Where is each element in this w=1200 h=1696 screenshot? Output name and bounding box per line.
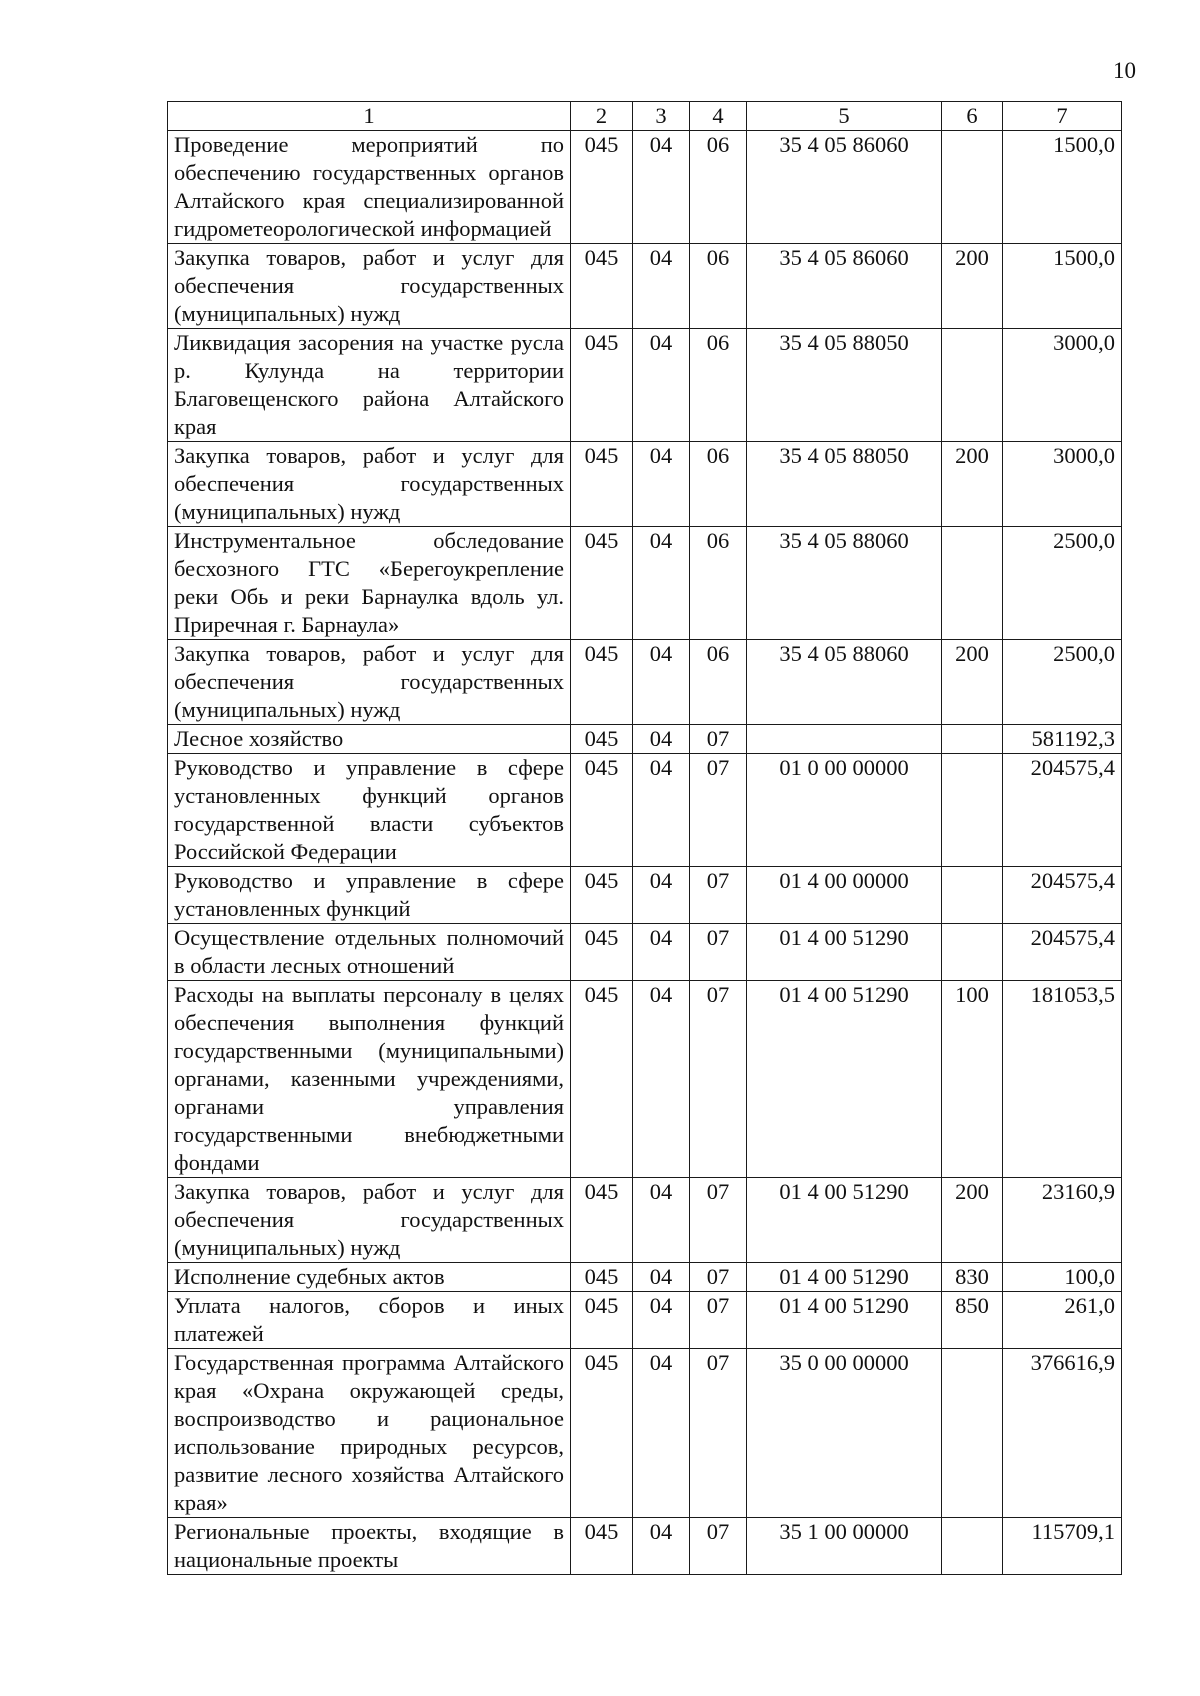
target-article-cell: 01 4 00 51290 xyxy=(747,981,942,1178)
section-code-cell: 04 xyxy=(633,640,690,725)
target-article-cell: 35 0 00 00000 xyxy=(747,1349,942,1518)
target-article-cell: 35 4 05 88060 xyxy=(747,640,942,725)
subsection-code-cell: 07 xyxy=(690,1518,747,1575)
target-article-cell: 01 4 00 51290 xyxy=(747,924,942,981)
row-name-cell: Закупка товаров, работ и услуг для обеспечения государственных (муниципальных) нужд xyxy=(168,640,571,725)
grbs-code-cell: 045 xyxy=(571,1263,633,1292)
expense-type-cell: 830 xyxy=(942,1263,1003,1292)
section-code-cell: 04 xyxy=(633,1349,690,1518)
row-name-cell: Ликвидация засорения на участке русла р. Кулунда на территории Благовещенского района Алтайского края xyxy=(168,329,571,442)
row-name-cell: Государственная программа Алтайского края «Охрана окружающей среды, воспроизводство и рациональное использование природных ресурсов, развитие лесного хозяйства Алтайского края» xyxy=(168,1349,571,1518)
subsection-code-cell: 06 xyxy=(690,244,747,329)
target-article-cell: 35 4 05 86060 xyxy=(747,244,942,329)
section-code-cell: 04 xyxy=(633,131,690,244)
amount-cell: 581192,3 xyxy=(1003,725,1122,754)
amount-cell: 100,0 xyxy=(1003,1263,1122,1292)
table-row xyxy=(168,329,1122,442)
table-row xyxy=(168,754,1122,867)
table-row xyxy=(168,924,1122,981)
grbs-code-cell: 045 xyxy=(571,329,633,442)
section-code-cell: 04 xyxy=(633,527,690,640)
row-name-cell: Закупка товаров, работ и услуг для обеспечения государственных (муниципальных) нужд xyxy=(168,244,571,329)
section-code-cell: 04 xyxy=(633,1292,690,1349)
table-row xyxy=(168,131,1122,244)
row-name-cell: Уплата налогов, сборов и иных платежей xyxy=(168,1292,571,1349)
table-row xyxy=(168,981,1122,1178)
row-name-cell: Закупка товаров, работ и услуг для обеспечения государственных (муниципальных) нужд xyxy=(168,442,571,527)
grbs-code-cell: 045 xyxy=(571,1178,633,1263)
grbs-code-cell: 045 xyxy=(571,244,633,329)
table-row xyxy=(168,244,1122,329)
expense-type-cell xyxy=(942,131,1003,244)
grbs-code-cell: 045 xyxy=(571,527,633,640)
expense-type-cell: 100 xyxy=(942,981,1003,1178)
table-row xyxy=(168,1263,1122,1292)
expense-type-cell: 850 xyxy=(942,1292,1003,1349)
table-row xyxy=(168,640,1122,725)
expense-type-cell: 200 xyxy=(942,442,1003,527)
row-name-cell: Региональные проекты, входящие в национальные проекты xyxy=(168,1518,571,1575)
row-name-cell: Лесное хозяйство xyxy=(168,725,571,754)
row-name-cell: Инструментальное обследование бесхозного ГТС «Берегоукрепление реки Обь и реки Барнаулка вдоль ул. Приречная г. Барнаула» xyxy=(168,527,571,640)
amount-cell: 204575,4 xyxy=(1003,754,1122,867)
amount-cell: 1500,0 xyxy=(1003,244,1122,329)
subsection-code-cell: 07 xyxy=(690,981,747,1178)
table-body xyxy=(168,131,1122,1575)
amount-cell: 204575,4 xyxy=(1003,924,1122,981)
target-article-cell: 01 4 00 51290 xyxy=(747,1292,942,1349)
grbs-code-cell: 045 xyxy=(571,1292,633,1349)
target-article-cell: 35 4 05 88060 xyxy=(747,527,942,640)
header-col-4: 4 xyxy=(690,102,747,131)
subsection-code-cell: 06 xyxy=(690,131,747,244)
table-row xyxy=(168,725,1122,754)
expense-type-cell xyxy=(942,867,1003,924)
amount-cell: 1500,0 xyxy=(1003,131,1122,244)
table-row xyxy=(168,1518,1122,1575)
section-code-cell: 04 xyxy=(633,1178,690,1263)
expense-type-cell: 200 xyxy=(942,640,1003,725)
section-code-cell: 04 xyxy=(633,329,690,442)
target-article-cell: 35 4 05 88050 xyxy=(747,329,942,442)
subsection-code-cell: 06 xyxy=(690,640,747,725)
target-article-cell: 35 4 05 88050 xyxy=(747,442,942,527)
expense-type-cell xyxy=(942,725,1003,754)
expense-type-cell xyxy=(942,527,1003,640)
target-article-cell: 35 4 05 86060 xyxy=(747,131,942,244)
table-row xyxy=(168,1178,1122,1263)
subsection-code-cell: 07 xyxy=(690,1178,747,1263)
row-name-cell: Руководство и управление в сфере установленных функций xyxy=(168,867,571,924)
page-number: 10 xyxy=(1113,58,1136,83)
grbs-code-cell: 045 xyxy=(571,754,633,867)
table-row xyxy=(168,1349,1122,1518)
table-row xyxy=(168,1292,1122,1349)
expense-type-cell xyxy=(942,1518,1003,1575)
row-name-cell: Руководство и управление в сфере установленных функций органов государственной власти субъектов Российской Федерации xyxy=(168,754,571,867)
row-name-cell: Закупка товаров, работ и услуг для обеспечения государственных (муниципальных) нужд xyxy=(168,1178,571,1263)
table-row xyxy=(168,527,1122,640)
grbs-code-cell: 045 xyxy=(571,867,633,924)
header-col-3: 3 xyxy=(633,102,690,131)
section-code-cell: 04 xyxy=(633,442,690,527)
header-col-1: 1 xyxy=(168,102,571,131)
target-article-cell: 01 4 00 00000 xyxy=(747,867,942,924)
section-code-cell: 04 xyxy=(633,924,690,981)
amount-cell: 115709,1 xyxy=(1003,1518,1122,1575)
subsection-code-cell: 07 xyxy=(690,754,747,867)
row-name-cell: Исполнение судебных актов xyxy=(168,1263,571,1292)
expense-type-cell xyxy=(942,754,1003,867)
amount-cell: 2500,0 xyxy=(1003,640,1122,725)
row-name-cell: Осуществление отдельных полномочий в области лесных отношений xyxy=(168,924,571,981)
grbs-code-cell: 045 xyxy=(571,131,633,244)
grbs-code-cell: 045 xyxy=(571,1518,633,1575)
row-name-cell: Проведение мероприятий по обеспечению государственных органов Алтайского края специализированной гидрометеорологической информацией xyxy=(168,131,571,244)
subsection-code-cell: 07 xyxy=(690,867,747,924)
expense-type-cell xyxy=(942,329,1003,442)
grbs-code-cell: 045 xyxy=(571,924,633,981)
amount-cell: 3000,0 xyxy=(1003,329,1122,442)
budget-table xyxy=(167,101,1122,1575)
header-col-6: 6 xyxy=(942,102,1003,131)
section-code-cell: 04 xyxy=(633,867,690,924)
section-code-cell: 04 xyxy=(633,754,690,867)
subsection-code-cell: 06 xyxy=(690,527,747,640)
target-article-cell xyxy=(747,725,942,754)
section-code-cell: 04 xyxy=(633,244,690,329)
header-row xyxy=(168,102,1122,131)
table-row xyxy=(168,442,1122,527)
subsection-code-cell: 07 xyxy=(690,1292,747,1349)
target-article-cell: 35 1 00 00000 xyxy=(747,1518,942,1575)
grbs-code-cell: 045 xyxy=(571,640,633,725)
amount-cell: 204575,4 xyxy=(1003,867,1122,924)
amount-cell: 181053,5 xyxy=(1003,981,1122,1178)
header-col-5: 5 xyxy=(747,102,942,131)
subsection-code-cell: 06 xyxy=(690,329,747,442)
grbs-code-cell: 045 xyxy=(571,1349,633,1518)
amount-cell: 23160,9 xyxy=(1003,1178,1122,1263)
subsection-code-cell: 07 xyxy=(690,1263,747,1292)
expense-type-cell xyxy=(942,1349,1003,1518)
section-code-cell: 04 xyxy=(633,725,690,754)
grbs-code-cell: 045 xyxy=(571,442,633,527)
subsection-code-cell: 07 xyxy=(690,1349,747,1518)
expense-type-cell xyxy=(942,924,1003,981)
grbs-code-cell: 045 xyxy=(571,981,633,1178)
subsection-code-cell: 06 xyxy=(690,442,747,527)
header-col-7: 7 xyxy=(1003,102,1122,131)
section-code-cell: 04 xyxy=(633,1518,690,1575)
amount-cell: 3000,0 xyxy=(1003,442,1122,527)
target-article-cell: 01 4 00 51290 xyxy=(747,1178,942,1263)
section-code-cell: 04 xyxy=(633,1263,690,1292)
grbs-code-cell: 045 xyxy=(571,725,633,754)
section-code-cell: 04 xyxy=(633,981,690,1178)
subsection-code-cell: 07 xyxy=(690,725,747,754)
table-row xyxy=(168,867,1122,924)
row-name-cell: Расходы на выплаты персоналу в целях обеспечения выполнения функций государственными (муниципальными) органами, казенными учреждениями, органами управления государственными внебюджетными фондами xyxy=(168,981,571,1178)
expense-type-cell: 200 xyxy=(942,1178,1003,1263)
target-article-cell: 01 4 00 51290 xyxy=(747,1263,942,1292)
subsection-code-cell: 07 xyxy=(690,924,747,981)
amount-cell: 261,0 xyxy=(1003,1292,1122,1349)
target-article-cell: 01 0 00 00000 xyxy=(747,754,942,867)
header-col-2: 2 xyxy=(571,102,633,131)
amount-cell: 376616,9 xyxy=(1003,1349,1122,1518)
amount-cell: 2500,0 xyxy=(1003,527,1122,640)
expense-type-cell: 200 xyxy=(942,244,1003,329)
